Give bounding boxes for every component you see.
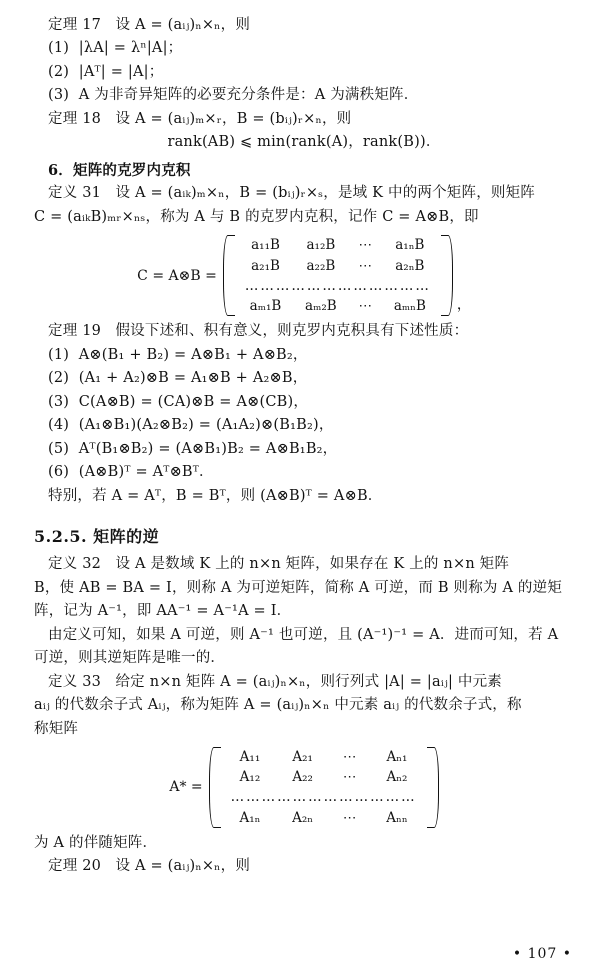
theorem-17-item-3: (3) A 为非奇异矩阵的必要充分条件是：A 为满秩矩阵． bbox=[48, 87, 419, 104]
cell: a₁ₙB bbox=[395, 237, 425, 254]
kronecker-matrix-trailing-comma: ， bbox=[456, 297, 471, 314]
cell: a₁₁B bbox=[251, 237, 280, 254]
kronecker-matrix bbox=[34, 235, 574, 316]
theorem-19-remark: 特别，若 A = Aᵀ，B = Bᵀ，则 (A⊗B)ᵀ = A⊗B． bbox=[48, 487, 383, 504]
definition-31-line-2: C = (aᵢₖB)ₘᵣ×ₙₛ，称为 A 与 B 的克罗内克积，记作 C = A⊗B，即 bbox=[34, 208, 479, 225]
cell: a₂ₙB bbox=[395, 257, 425, 274]
cell-ellipsis: ……………………………… bbox=[230, 789, 417, 806]
inverse-remark-line-1: 由定义可知，如果 A 可逆，则 A⁻¹ 也可逆，且 (A⁻¹)⁻¹ = A．进而可知，若 A bbox=[48, 626, 559, 643]
table-row bbox=[224, 747, 424, 767]
kronecker-matrix-label: C = A⊗B = bbox=[137, 267, 217, 284]
theorem-19-heading: 定理 19 假设下述和、积有意义，则克罗内克积具有下述性质： bbox=[48, 323, 469, 340]
cell: Aₙ₁ bbox=[386, 748, 408, 765]
theorem-19-item-3: (3) C(A⊗B) = (CA)⊗B = A⊗(CB)， bbox=[48, 393, 309, 410]
cell: ⋯ bbox=[342, 769, 357, 786]
table-row bbox=[224, 767, 424, 787]
cell: a₂₂B bbox=[306, 257, 336, 274]
cell: A₁₂ bbox=[239, 769, 261, 786]
table-row bbox=[238, 256, 438, 276]
adjugate-matrix-label: A* = bbox=[169, 779, 203, 796]
theorem-20-heading: 定理 20 设 A = (aᵢⱼ)ₙ×ₙ，则 bbox=[48, 858, 251, 875]
table-row bbox=[224, 808, 424, 828]
inverse-remark-line-2: 可逆，则其逆矩阵是唯一的． bbox=[34, 650, 226, 667]
theorem-17-heading: 定理 17 设 A = (aᵢⱼ)ₙ×ₙ，则 bbox=[48, 17, 251, 33]
theorem-18-heading: 定理 18 设 A = (aᵢⱼ)ₘ×ᵣ，B = (bᵢⱼ)ᵣ×ₙ，则 bbox=[48, 110, 352, 127]
cell: aₘ₂B bbox=[305, 298, 337, 315]
cell: a₁₂B bbox=[306, 237, 336, 254]
cell: aₘₙB bbox=[393, 298, 426, 315]
cell: A₂₂ bbox=[292, 769, 313, 786]
cell: ⋯ bbox=[358, 298, 372, 315]
kronecker-matrix-table bbox=[238, 235, 438, 316]
right-paren bbox=[441, 235, 453, 316]
definition-31-line-1: 定义 31 设 A = (aᵢₖ)ₘ×ₙ，B = (bᵢⱼ)ᵣ×ₛ，是域 K 中的两个矩阵，则矩阵 bbox=[48, 185, 535, 202]
cell: ⋯ bbox=[342, 809, 357, 826]
table-row bbox=[224, 787, 424, 807]
definition-33-line-1: 定义 33 给定 n×n 矩阵 A = (aᵢⱼ)ₙ×ₙ，则行列式 |A| = |aᵢⱼ| 中元素 bbox=[48, 673, 502, 690]
table-row bbox=[238, 235, 438, 255]
section-heading-matrix-inverse: 5.2.5. 矩阵的逆 bbox=[34, 527, 160, 547]
cell: A₂₁ bbox=[292, 748, 313, 765]
definition-32-line-1: 定义 32 设 A 是数域 K 上的 n×n 矩阵，如果存在 K 上的 n×n 矩阵 bbox=[48, 556, 510, 573]
adjugate-matrix bbox=[34, 747, 574, 828]
theorem-19-item-6: (6) (A⊗B)ᵀ = Aᵀ⊗Bᵀ． bbox=[48, 464, 214, 481]
definition-33-line-3: 称矩阵 bbox=[34, 720, 79, 737]
cell: ⋯ bbox=[358, 237, 372, 254]
theorem-19-item-2: (2) (A₁ + A₂)⊗B = A₁⊗B + A₂⊗B， bbox=[48, 370, 308, 387]
cell: ⋯ bbox=[342, 748, 357, 765]
subsection-kronecker-product: 6．矩阵的克罗内克积 bbox=[48, 161, 191, 179]
theorem-17-item-2: (2) |Aᵀ| = |A|； bbox=[48, 63, 164, 80]
definition-32-line-2: B，使 AB = BA = I，则称 A 为可逆矩阵，简称 A 可逆，而 B 则称为 A 的逆矩 bbox=[34, 579, 563, 596]
adjugate-matrix-bracket bbox=[209, 747, 439, 828]
left-paren bbox=[223, 235, 235, 316]
cell: A₂ₙ bbox=[292, 809, 314, 826]
theorem-17-item-1: (1) |λA| = λⁿ|A|； bbox=[48, 40, 183, 57]
cell: A₁₁ bbox=[239, 748, 261, 765]
cell: A₁ₙ bbox=[239, 809, 261, 826]
table-row bbox=[238, 276, 438, 296]
kronecker-matrix-bracket bbox=[223, 235, 453, 316]
left-paren bbox=[209, 747, 221, 828]
page-number: • 107 • bbox=[512, 946, 572, 962]
cell: aₘ₁B bbox=[249, 298, 282, 315]
cell: ⋯ bbox=[358, 257, 372, 274]
theorem-19-item-5: (5) Aᵀ(B₁⊗B₂) = (A⊗B₁)B₂ = A⊗B₁B₂， bbox=[48, 440, 338, 457]
definition-32-line-3: 阵，记为 A⁻¹，即 AA⁻¹ = A⁻¹A = I． bbox=[34, 603, 292, 620]
cell: a₂₁B bbox=[251, 257, 280, 274]
right-paren bbox=[427, 747, 439, 828]
adjugate-caption: 为 A 的伴随矩阵． bbox=[34, 834, 158, 851]
cell: Aₙₙ bbox=[386, 809, 408, 826]
definition-33-line-2: aᵢⱼ 的代数余子式 Aᵢⱼ，称为矩阵 A = (aᵢⱼ)ₙ×ₙ 中元素 aᵢⱼ 的代数余子式，称 bbox=[34, 697, 522, 714]
rank-inequality: rank(AB) ⩽ min(rank(A)，rank(B))． bbox=[167, 134, 441, 151]
table-row bbox=[238, 296, 438, 316]
cell: Aₙ₂ bbox=[386, 769, 408, 786]
cell-ellipsis: ……………………………… bbox=[244, 277, 431, 294]
theorem-19-item-4: (4) (A₁⊗B₁)(A₂⊗B₂) = (A₁A₂)⊗(B₁B₂)， bbox=[48, 417, 334, 434]
adjugate-matrix-table bbox=[224, 747, 424, 828]
theorem-19-item-1: (1) A⊗(B₁ + B₂) = A⊗B₁ + A⊗B₂， bbox=[48, 346, 308, 363]
